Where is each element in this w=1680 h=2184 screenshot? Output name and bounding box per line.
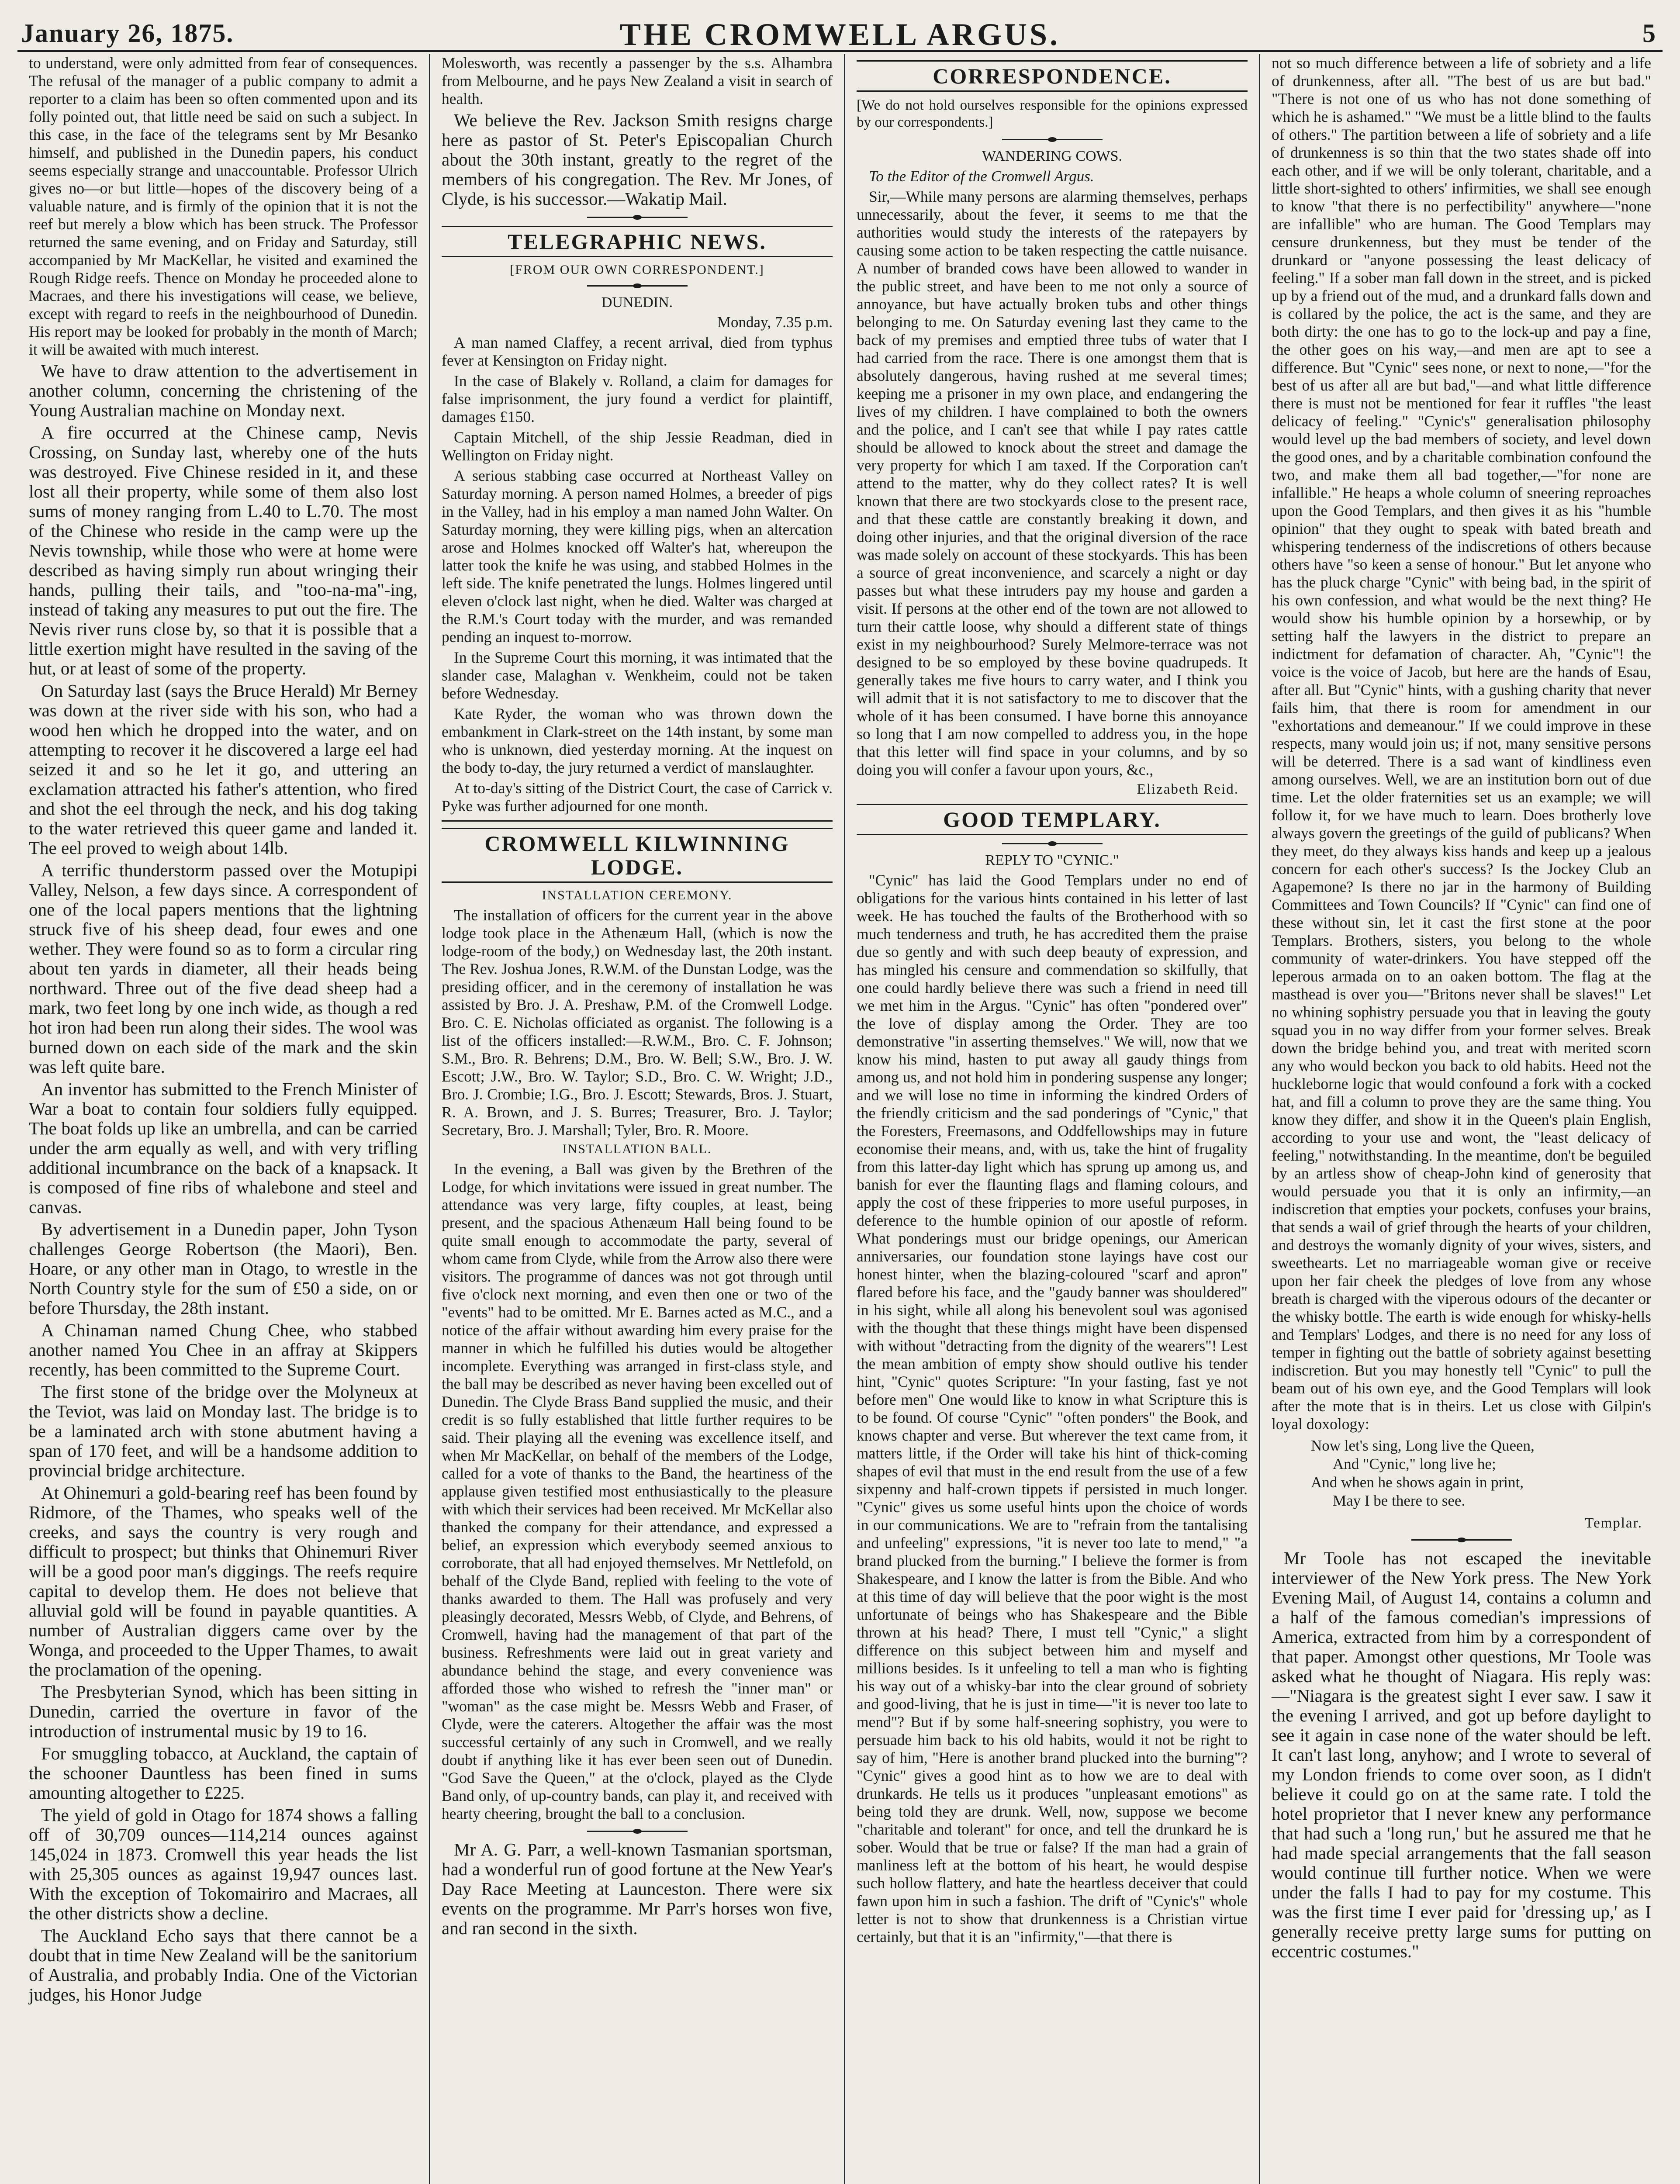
dunedin-heading: DUNEDIN. bbox=[601, 294, 673, 311]
article-paragraph: The first stone of the bridge over the Molyneux at the Teviot, was laid on Monday last. The bridge is to be a laminated arch with stone abutment having a span of 170 feet, and will be a handsome addition to provincial bridge architecture. bbox=[29, 1382, 418, 1480]
article-paragraph: In the evening, a Ball was given by the Brethren of the Lodge, for which invitations were issued in great number. The attendance was very large, fifty couples, at least, being present, and the spacious Athenæum Hall being found to be quite small enough to accommodate the party, several of whom came from Clyde, while from the Arrow also there were visitors. The programme of dances was not got through until five o'clock next morning, and even then one or two of the "events" had to be omitted. Mr E. Barnes acted as M.C., and a notice of the affair without awarding him every praise for the manner in which he fulfilled his duties would be altogether incomplete. Everything was arranged in first-class style, and the ball may be described as never having been excelled out of Dunedin. The Clyde Brass Band supplied the music, and their credit is so fully established that little further requires to be said. Their playing all the evening was excellence itself, and when Mr MacKellar, on behalf of the members of the Lodge, called for a vote of thanks to the Band, the heartiness of the applause given testified most enthusiastically to the pleasure with which their services had been received. Mr McKellar also thanked the company for their attendance, and expressed a belief, an expression which everybody seemed anxious to corroborate, that all had enjoyed themselves. Mr Nettlefold, on behalf of the Clyde Band, replied with feeling to the vote of thanks awarded to them. The Hall was profusely and very pleasingly decorated, Messrs Webb, of Clyde, and Behrens, of Cromwell, having had the management of that part of the business. Refreshments were laid out in great variety and abundance behind the stage, and every convenience was afforded those who wished to refresh the "inner man" or "woman" as the case might be. Messrs Webb and Fraser, of Clyde, were the caterers. Altogether the affair was the most successful certainly of any such in Cromwell, and we really doubt if anything like it has ever been seen out of Dunedin. "God Save the Queen," at the o'clock, played as the Clyde Band only, of up-country bands, can play it, and received with hearty cheering, brought the ball to a conclusion. bbox=[442, 1160, 833, 1822]
wandering-cows-heading: WANDERING COWS. bbox=[982, 148, 1123, 164]
telegraph-item: Kate Ryder, the woman who was thrown down the embankment in Clark-street on the 14th instant, by some man who is unknown, died yesterday morning. At the inquest on the body to-day, the jury returned a verdict of manslaughter. bbox=[442, 705, 833, 776]
telegraph-item: In the Supreme Court this morning, it was intimated that the slander case, Malaghan v. Wenkheim, could not be taken before Wednesday. bbox=[442, 649, 833, 702]
lodge-heading: CROMWELL KILWINNING LODGE. bbox=[442, 828, 833, 883]
article-paragraph: On Saturday last (says the Bruce Herald) Mr Berney was down at the river side with his son, who had a wood hen which he dropped into the water, and on attempting to recover it he discovered a large eel had seized it and so he let it go, and uttering an exclamation attracted his father's attention, who fired and shot the eel through the neck, and his dog taking to the water retrieved this queer game and landed it. The eel proved to weigh about 14lb. bbox=[29, 681, 418, 858]
section-separator bbox=[1002, 843, 1103, 844]
verse-line: And when he shows again in print, bbox=[1311, 1474, 1524, 1491]
telegraph-item: A man named Claffey, a recent arrival, died from typhus fever at Kensington on Friday night. bbox=[442, 334, 833, 369]
article-paragraph: Mr Toole has not escaped the inevitable interviewer of the New York press. The New York Evening Mail, of August 14, contains a column and a half of the famous comedian's impressions of America, extracted from him by a correspondent of that paper. Amongst other questions, Mr Toole was asked what he thought of Niagara. His reply was:—"Niagara is the greatest sight I ever saw. I saw it the evening I arrived, and got up before daylight to see it again in case none of the water should be left. It can't last long, anyhow; and I wrote to several of my London friends to come over soon, as I didn't believe it could go on at the same rate. I told the hotel proprietor that I never knew any performance that had such a 'long run,' but he assured me that he had made special arrangements that the fall season would continue till further notice. When we were under the falls I had to pay for my costume. This was the first time I ever paid for 'dressing up,' as I generally receive pretty large sums for putting on eccentric costumes." bbox=[1272, 1548, 1651, 1961]
telegraph-item: At to-day's sitting of the District Court, the case of Carrick v. Pyke was further adjourned for one month. bbox=[442, 779, 833, 815]
verse bbox=[1311, 1437, 1651, 1510]
installation-ball-heading: INSTALLATION BALL. bbox=[562, 1142, 712, 1156]
issue-date: January 26, 1875. bbox=[21, 19, 234, 48]
column-4 bbox=[1260, 54, 1663, 2184]
article-paragraph: The yield of gold in Otago for 1874 shows a falling off of 30,709 ounces—114,214 ounces against 145,024 in 1873. Cromwell this year heads the list with 25,305 ounces as against 19,947 ounces last. With the exception of Tokomairiro and Macraes, all the other districts show a decline. bbox=[29, 1805, 418, 1923]
telegraph-item: Captain Mitchell, of the ship Jessie Readman, died in Wellington on Friday night. bbox=[442, 429, 833, 464]
letter-signature: Templar. bbox=[1585, 1515, 1642, 1531]
columns bbox=[17, 54, 1663, 2184]
editor-disclaimer: [We do not hold ourselves responsible for the opinions expressed by our correspondents.] bbox=[857, 97, 1248, 130]
letter-salutation: To the Editor of the Cromwell Argus. bbox=[869, 168, 1094, 185]
verse-line: May I be there to see. bbox=[1333, 1492, 1466, 1509]
article-paragraph: By advertisement in a Dunedin paper, John Tyson challenges George Robertson (the Maori), Ben. Hoare, or any other man in Otago, to wrestle in the North Country style for the sum of £50 a side, on or before Thursday, the 28th instant. bbox=[29, 1219, 418, 1318]
verse-line: Now let's sing, Long live the Queen, bbox=[1311, 1437, 1535, 1454]
newspaper-title: THE CROMWELL ARGUS. bbox=[619, 17, 1061, 52]
reply-heading: REPLY TO "CYNIC." bbox=[985, 852, 1119, 868]
article-paragraph: Mr A. G. Parr, a well-known Tasmanian sportsman, had a wonderful run of good fortune at the New Year's Day Race Meeting at Launceston. There were six events on the programme. Mr Parr's horses won five, and ran second in the sixth. bbox=[442, 1839, 833, 1938]
article-paragraph: At Ohinemuri a gold-bearing reef has been found by Ridmore, of the Thames, who speaks well of the creeks, and says the country is very rough and difficult to prospect; but thinks that Ohinemuri River will be a good poor man's diggings. The reefs require capital to develop them. He does not believe that alluvial gold will be found in payable quantities. A number of Australian diggers came over by the Wonga, and proceeded to the Upper Thames, to await the proclamation of the opening. bbox=[29, 1482, 418, 1679]
section-separator bbox=[587, 1831, 688, 1832]
article-paragraph: A fire occurred at the Chinese camp, Nevis Crossing, on Sunday last, whereby one of the huts was destroyed. Five Chinese resided in it, and these lost all their property, while some of them also lost sums of money ranging from L.40 to L.70. The most of the Chinese who reside in the camp were up the Nevis township, while those who were at home were described as having simply run about wringing their hands, pulling their tails, and "too-na-ma"-ing, instead of taking any measures to put out the fire. The Nevis river runs close by, so that it is possible that a little exertion might have resulted in the saving of the hut, or at least of some of the property. bbox=[29, 422, 418, 678]
article-paragraph: The Auckland Echo says that there cannot be a doubt that in time New Zealand will be the sanitorium of Australia, and probably India. One of the Victorian judges, his Honor Judge bbox=[29, 1925, 418, 2004]
article-paragraph: An inventor has submitted to the French Minister of War a boat to contain four soldiers fully equipped. The boat folds up like an umbrella, and can be carried under the arm equally as well, and with very trifling additional incumbrance on the back of a knapsack. It is composed of fine ribs of whalebone and steel and canvas. bbox=[29, 1079, 418, 1217]
page-number: 5 bbox=[1642, 19, 1656, 48]
section-separator bbox=[587, 217, 688, 218]
good-templary-heading: GOOD TEMPLARY. bbox=[857, 804, 1248, 835]
letter-signature: Elizabeth Reid. bbox=[1137, 781, 1239, 797]
article-paragraph: A terrific thunderstorm passed over the Motupipi Valley, Nelson, a few days since. A correspondent of one of the local papers mentions that the lightning struck five of his sheep dead, four ewes and one wether. They were found so as to form a circular ring about ten yards in diameter, all their heads being northward. Three out of the five dead sheep had a mark, two feet long by one inch wide, as though a red hot iron had been run along their sides. The wool was burned down on each side of the mark and the skin was left quite bare. bbox=[29, 860, 418, 1077]
section-rule bbox=[442, 820, 833, 822]
article-paragraph: We have to draw attention to the advertisement in another column, concerning the christening of the Young Australian machine on Monday next. bbox=[29, 361, 418, 420]
letter-paragraph: Sir,—While many persons are alarming themselves, perhaps unnecessarily, about the fever, it seems to me that the authorities would study the interests of the ratepayers by causing some action to be taken respecting the cattle nuisance. A number of branded cows have been allowed to wander in the public street, and have been to me not only a source of annoyance, but have actually broken tubs and other things belonging to me. On Saturday evening last they came to the back of my premises and emptied three tubs of water that I had carried from the race. There is one amongst them that is absolutely dangerous, having rushed at me several times; keeping me a prisoner in my own place, and endangering the lives of my children. I have complained to both the owners and the police, and I can't see that while I pay rates cattle should be allowed to knock about the street and damage the very property for which I am taxed. If the Corporation can't attend to the matter, why do they collect rates? It is well known that there are two stockyards close to the present race, and that these cattle are constantly breaking it down, and doing other injuries, and that the original diversion of the race was made solely on account of these stockyards. This has been a source of great inconvenience, and scarcely a night or day passes but what these intruders pay my house and garden a visit. If persons at the other end of the town are not allowed to turn their cattle loose, why should a different state of things exist in my neighbourhood? Surely Melmore-terrace was not designed to be so employed by these bovine quadrupeds. It generally takes me five hours to carry water, and I think you will admit that it is not satisfactory to me to discover that the whole of it has been consumed. I have borne this annoyance so long that I am now compelled to address you, in the hope that this letter will find space in your columns, and by so doing you will confer a favour upon yours, &c., bbox=[857, 188, 1248, 778]
column-1 bbox=[17, 54, 430, 2184]
verse-line: And "Cynic," long live he; bbox=[1333, 1455, 1496, 1472]
section-separator bbox=[587, 285, 688, 287]
telegraphic-news-heading: TELEGRAPHIC NEWS. bbox=[442, 226, 833, 257]
section-separator bbox=[1411, 1539, 1512, 1541]
article-paragraph: The Presbyterian Synod, which has been sitting in Dunedin, carried the overture in favor of the introduction of instrumental music by 19 to 16. bbox=[29, 1682, 418, 1741]
dunedin-dateline: Monday, 7.35 p.m. bbox=[717, 314, 833, 331]
letter-paragraph: "Cynic" has laid the Good Templars under no end of obligations for the various hints contained in his letter of last week. He has touched the faults of the Brotherhood with so much tenderness and truth, he has accredited them the praise due so gently and with such deep beauty of expression, and has mingled his censure and commendation so skilfully, that one could hardly believe there was such a friend in need till we met him in the Argus. "Cynic" has often "pondered over" the love of display among the Order. They are too demonstrative "in asserting themselves." We will, now that we know his mind, hasten to put away all gaudy things from among us, and not hold him in pondering suspense any longer; and we will lose no time in informing the kindred Orders of the friendly criticism and the sad ponderings of "Cynic," that the Foresters, Freemasons, and Oddfellowships may in future economise their means, and, with us, take the hint of frugality from this latter-day light which has sprung up among us, and banish for ever the flaunting flags and flaming colours, and apply the cost of these fripperies to more useful purposes, in deference to the humble opinion of our apostle of reform. What ponderings must our bridge openings, our American anniversaries, our foundation stone layings have cost our honest hinter, when the blazing-coloured "scarf and apron" flared before his face, and the "gaudy banner was shouldered" in his sight, while all along his benevolent soul was agonised with the thought that these things might have been dispensed with without "detracting from the dignity of the wearers"! Lest the mean ambition of empty show should outlive his tender hint, "Cynic" quotes Scripture: "In your fasting, fast ye not before men" One would like to know in what Scripture this is to be found. Of course "Cynic" "often ponders" the Book, and knows chapter and verse. But wherever the text came from, it matters little, if the Order will take his hint of thick-coming shapes of evil that must in the end result from the use of a few sixpenny and half-crown tippets if persisted in much longer. "Cynic" gives us some useful hints upon the choice of words in our communications. We are to "refrain from the tantalising and unfeeling" expressions, "it is never too late to mend," "a brand plucked from the burning." I believe the former is from Shakespeare, and I know the latter is from the Bible. And who at this time of day will believe that the poor wight is the most unfortunate of beings who has Shakespeare and the Bible thrown at his head? There, I must tell "Cynic," a slight difference on this subject between him and myself and millions besides. Is it unfeeling to tell a man who is fighting his way out of a whisky-bar into the clear ground of sobriety and good-living, that he is just in time—"it is never too late to mend"? But if by some half-sneering sophistry, you were to persuade him back to his old habits, would it not be right to say of him, "Here is another brand plucked into the burning"? "Cynic" gives a good hint as to how we are to deal with drunkards. He tells us it produces "unpleasant emotions" as being told they are drunk. Well, now, suppose we become "charitable and tolerant" for once, and tell the drunkard he is sober. Would that be true or false? If the man had a grain of manliness left at the bottom of his heart, he would despise such hollow flattery, and hate the heartless deceiver that could fawn upon him in such a fashion. The drift of "Cynic's" whole letter is not to show that drunkenness is a Christian virtue certainly, but that it is an "infirmity,"—that there is bbox=[857, 871, 1248, 1946]
column-3 bbox=[845, 54, 1260, 2184]
masthead bbox=[17, 16, 1663, 52]
article-paragraph: A Chinaman named Chung Chee, who stabbed another named You Chee in an affray at Skippers recently, has been committed to the Supreme Court. bbox=[29, 1320, 418, 1379]
telegraph-item: A serious stabbing case occurred at Northeast Valley on Saturday morning. A person named Holmes, a breeder of pigs in the Valley, had in his employ a man named John Walter. On Saturday morning, they were killing pigs, when an altercation arose and Holmes knocked off Walter's hat, whereupon the latter took the knife he was using, and stabbed Holmes in the left side. The knife penetrated the lungs. Holmes lingered until eleven o'clock last night, when he died. Walter was charged at the R.M.'s Court today with the murder, and was remanded pending an inquest to-morrow. bbox=[442, 467, 833, 646]
column-2 bbox=[430, 54, 845, 2184]
correspondence-heading: CORRESPONDENCE. bbox=[857, 60, 1248, 92]
article-paragraph: The installation of officers for the current year in the above lodge took place in the Athenæum Hall, (which is now the lodge-room of the body,) on Wednesday last, the 20th instant. The Rev. Joshua Jones, R.W.M. of the Dunstan Lodge, was the presiding officer, and in the ceremony of installation he was assisted by Bro. J. A. Preshaw, P.M. of the Cromwell Lodge. Bro. C. E. Nicholas officiated as organist. The following is a list of the officers installed:—R.W.M., Bro. C. F. Johnson; S.M., Bro. R. Behrens; D.M., Bro. W. Bell; S.W., Bro. J. W. Escott; J.W., Bro. W. Taylor; S.D., Bro. C. W. Wright; J.D., Bro. J. Crombie; I.G., Bro. J. Escott; Stewards, Bros. J. Stuart, R. A. Brown, and J. S. Burres; Treasurer, Bro. J. Taylor; Secretary, Bro. J. Marshall; Tyler, Bro. R. Moore. bbox=[442, 906, 833, 1139]
article-paragraph: Molesworth, was recently a passenger by the s.s. Alhambra from Melbourne, and he pays New Zealand a visit in search of health. bbox=[442, 54, 833, 107]
telegraph-item: In the case of Blakely v. Rolland, a claim for damages for false imprisonment, the jury found a verdict for plaintiff, damages £150. bbox=[442, 372, 833, 425]
article-paragraph: We believe the Rev. Jackson Smith resigns charge here as pastor of St. Peter's Episcopalian Church about the 30th instant, greatly to the regret of the members of his congregation. The Rev. Mr Jones, of Clyde, is his successor.—Wakatip Mail. bbox=[442, 110, 833, 209]
letter-paragraph: not so much difference between a life of sobriety and a life of drunkenness, after all. "The best of us are but bad." "There is not one of us who has not done something of which he is ashamed." "We must be a little blind to the faults of others." The partition between a life of sobriety and a life of drunkenness is so thin that the two states shade off into each other, and if we will be only tolerant, charitable, and a little short-sighted to others' infirmities, we shall see enough to know "that there is no perfectibility" anywhere—"none are infallible" who are human. The Good Templars may censure drunkenness, but they must be tender of the drunkard or "anyone possessing the least delicacy of feeling." If a sober man fall down in the street, and is picked up by a friend out of the mud, and a drunkard falls down and is collared by the police, the act is the same, and they are both dirty: the one has to go to the lock-up and pay a fine, the other goes on his way,—and men are apt to see a difference. But "Cynic" sees none, or next to none,—"for the best of us after all are but bad,"—and what little difference there is must not be mentioned for fear it ruffles "the least delicacy of feeling." "Cynic's" generalisation philosophy would level up the bad members of society, and level down the good ones, and by a charitable combination confound the two, and make them all bad together,—"for none are infallible." He heaps a whole column of sneering reproaches upon the Good Templars, and then gives it as his "humble opinion" that they ought to speak with bated breath and whispering tenderness of the indiscretions of others because others have "so keen a sense of honour." But let anyone who has the pluck charge "Cynic" with being bad, in the spirit of his own confession, and what would be the next thing? He would show his humble opinion by a horsewhip, or by setting half the lawyers in the district to prepare an indictment for defamation of character. Ah, "Cynic"! the voice is the voice of Jacob, but here are the hands of Esau, after all. But "Cynic" hints, with a gushing charity that never fails him, that there is room for amendment in our "exhortations and demeanour." If we could improve in these respects, many would join us; if not, many sensitive persons will be deterred. There is a sad want of kindliness even among ourselves. Well, we are an institution born out of due time. Let the older fraternities set us an example; we will follow it, for we have much to learn. Does brotherly love always govern the greetings of the guild of publicans? When they meet, do they always kiss hands and keep up a jealous concern for each other's success? Is the Jockey Club an Agapemone? Is there no jar in the harmony of Building Committees and Town Councils? If "Cynic" can find one of these without sin, let it cast the first stone at the poor Templars. Brothers, sisters, you belong to the whole community of water-drinkers. You have stepped off the leperous armada on to an oaken bottom. The flag at the masthead is over you—"Britons never shall be slaves!" Let no whining sophistry persuade you that in leaving the gouty squad you in no way differ from your former selves. Break down the bridge behind you, and treat with merited scorn any who would beckon you back to old habits. Heed not the huckleborne logic that would confound a fork with a cocked hat, and fill a column to prove they are the same thing. You know they differ, and show it in the Queen's plain English, according to your use and wont, the "least delicacy of feeling," notwithstanding. In the meantime, don't be beguiled by an artless show of cheap-John kind of generosity that would persuade you that it is only an infirmity,—an indiscretion that empties your pockets, confuses your brains, that sends a wail of grief through the hearts of your children, and destroys the womanly dignity of your wives, sisters, and sweethearts. Let no marriageable woman give or receive upon her fair cheek the pledges of love from any whose breath is charged with the viperous odours of the decanter or the whisky bottle. The earth is wide enough for whisky-hells and Templars' Lodges, and there is no need for any loss of temper in fighting out the battle of sobriety against besetting indiscretion. But you may honestly tell "Cynic" to pull the beam out of his own eye, and the Good Templars will look after the mote that is in theirs. Let us close with Gilpin's loyal doxology: bbox=[1272, 54, 1651, 1433]
installation-ceremony-heading: INSTALLATION CEREMONY. bbox=[542, 888, 733, 902]
article-paragraph: to understand, were only admitted from fear of consequences. The refusal of the manager of a public company to admit a reporter to a claim has been so often commented upon and its folly pointed out, that little need be said on such a subject. In this case, in the face of the telegrams sent by Mr Besanko himself, and published in the Dunedin papers, his conduct seems especially strange and unaccountable. Professor Ulrich gives no—or but little—hopes of the discovery being of a valuable nature, and is firmly of the opinion that it is not the reef but merely a blow which has been struck. The Professor returned the same evening, and on Friday and Saturday, still accompanied by Mr MacKellar, he visited and examined the Rough Ridge reefs. Thence on Monday he proceeded alone to Macraes, and there his investigations will cease, we believe, except with regard to reefs in the neighbourhood of Dunedin. His report may be looked for probably in the month of March; it will be awaited with much interest. bbox=[29, 54, 418, 358]
telegraphic-subheading: [FROM OUR OWN CORRESPONDENT.] bbox=[510, 263, 764, 277]
article-paragraph: For smuggling tobacco, at Auckland, the captain of the schooner Dauntless has been fined in sums amounting altogether to £225. bbox=[29, 1743, 418, 1803]
section-separator bbox=[1002, 139, 1103, 140]
